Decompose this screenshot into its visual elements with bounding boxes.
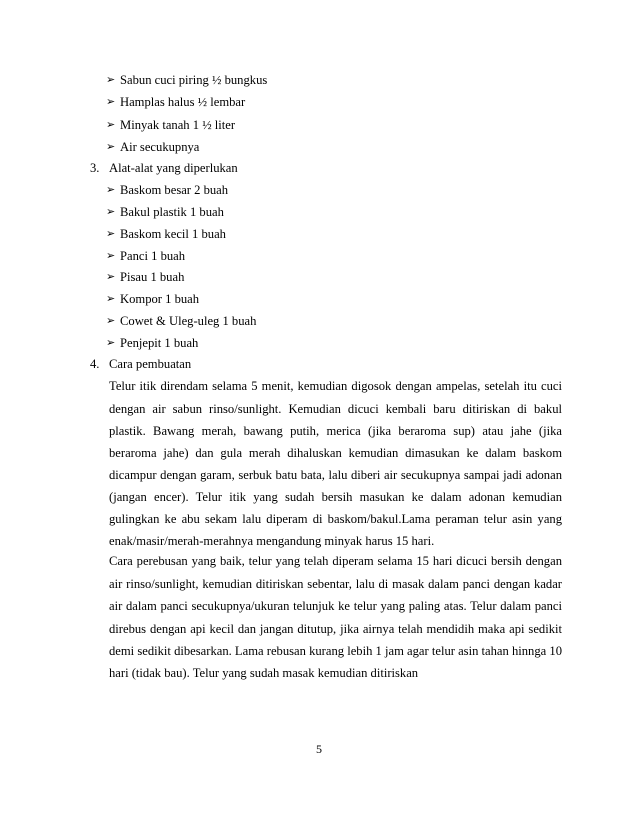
arrow-bullet-icon: ➢: [106, 119, 116, 131]
section-heading: 3. Alat-alat yang diperlukan: [90, 161, 238, 175]
arrow-bullet-icon: ➢: [106, 293, 116, 305]
list-item: ➢ Air secukupnya: [106, 140, 200, 154]
list-item: ➢ Pisau 1 buah: [106, 270, 185, 284]
paragraph-line: plastik. Bawang merah, bawang putih, merica (jika beraroma sup) atau jahe (jika: [109, 424, 562, 438]
paragraph-line: hari (tidak bau). Telur yang sudah masak kemudian ditiriskan: [109, 666, 419, 680]
paragraph-line: dicampur dengan garam, serbuk batu bata, lalu diberi air secukupnya sampai jadi adonan: [109, 468, 562, 482]
paragraph-line: air dalam panci secukupnya/ukuran telunjuk ke telur yang paling atas. Telur dalam panci: [109, 599, 562, 613]
arrow-bullet-icon: ➢: [106, 141, 116, 153]
list-item: ➢ Baskom besar 2 buah: [106, 183, 229, 197]
paragraph-line: (jangan encer). Telur itik yang sudah bersih masukan ke dalam adonan kemudian: [109, 490, 562, 504]
paragraph-line: dengan air sabun rinso/sunlight. Kemudian dicuci kembali baru ditiriskan di bakul: [109, 402, 562, 416]
arrow-bullet-icon: ➢: [106, 96, 116, 108]
paragraph-line: gulingkan ke abu sekam lalu diperam di baskom/bakul.Lama peraman telur asin yang: [109, 512, 562, 526]
list-item: ➢ Minyak tanah 1 ½ liter: [106, 118, 236, 132]
paragraph-line: enak/masir/merah-merahnya mengandung minyak harus 15 hari.: [109, 534, 435, 548]
page-number: 5: [316, 742, 322, 756]
arrow-bullet-icon: ➢: [106, 337, 116, 349]
paragraph-line: direbus dengan api kecil dan jangan ditutup, jika airnya telah mendidih maka api sedikit: [109, 622, 562, 636]
arrow-bullet-icon: ➢: [106, 184, 116, 196]
list-item: ➢ Penjepit 1 buah: [106, 336, 199, 350]
section-heading: 4. Cara pembuatan: [90, 357, 192, 371]
arrow-bullet-icon: ➢: [106, 271, 116, 283]
paragraph-line: Telur itik direndam selama 5 menit, kemudian digosok dengan ampelas, setelah itu cuci: [109, 379, 562, 393]
list-item: ➢ Hamplas halus ½ lembar: [106, 95, 246, 109]
list-item: ➢ Sabun cuci piring ½ bungkus: [106, 73, 268, 87]
list-item: ➢ Kompor 1 buah: [106, 292, 200, 306]
list-item: ➢ Panci 1 buah: [106, 249, 186, 263]
arrow-bullet-icon: ➢: [106, 250, 116, 262]
list-item: ➢ Baskom kecil 1 buah: [106, 227, 226, 241]
paragraph-line: Cara perebusan yang baik, telur yang telah diperam selama 15 hari dicuci bersih dengan: [109, 554, 562, 568]
paragraph-line: demi sedikit dibesarkan. Lama rebusan kurang lebih 1 jam agar telur asin tahan hinnga 10: [109, 644, 562, 658]
list-item: ➢ Bakul plastik 1 buah: [106, 205, 224, 219]
paragraph-line: beraroma jahe) dan gula merah dihaluskan kemudian dimasukan ke dalam baskom: [109, 446, 562, 460]
arrow-bullet-icon: ➢: [106, 74, 116, 86]
arrow-bullet-icon: ➢: [106, 206, 116, 218]
arrow-bullet-icon: ➢: [106, 228, 116, 240]
paragraph-line: air rinso/sunlight, kemudian ditiriskan sebentar, lalu di masak dalam panci dengan kadar: [109, 577, 562, 591]
arrow-bullet-icon: ➢: [106, 315, 116, 327]
list-item: ➢ Cowet & Uleg-uleg 1 buah: [106, 314, 257, 328]
